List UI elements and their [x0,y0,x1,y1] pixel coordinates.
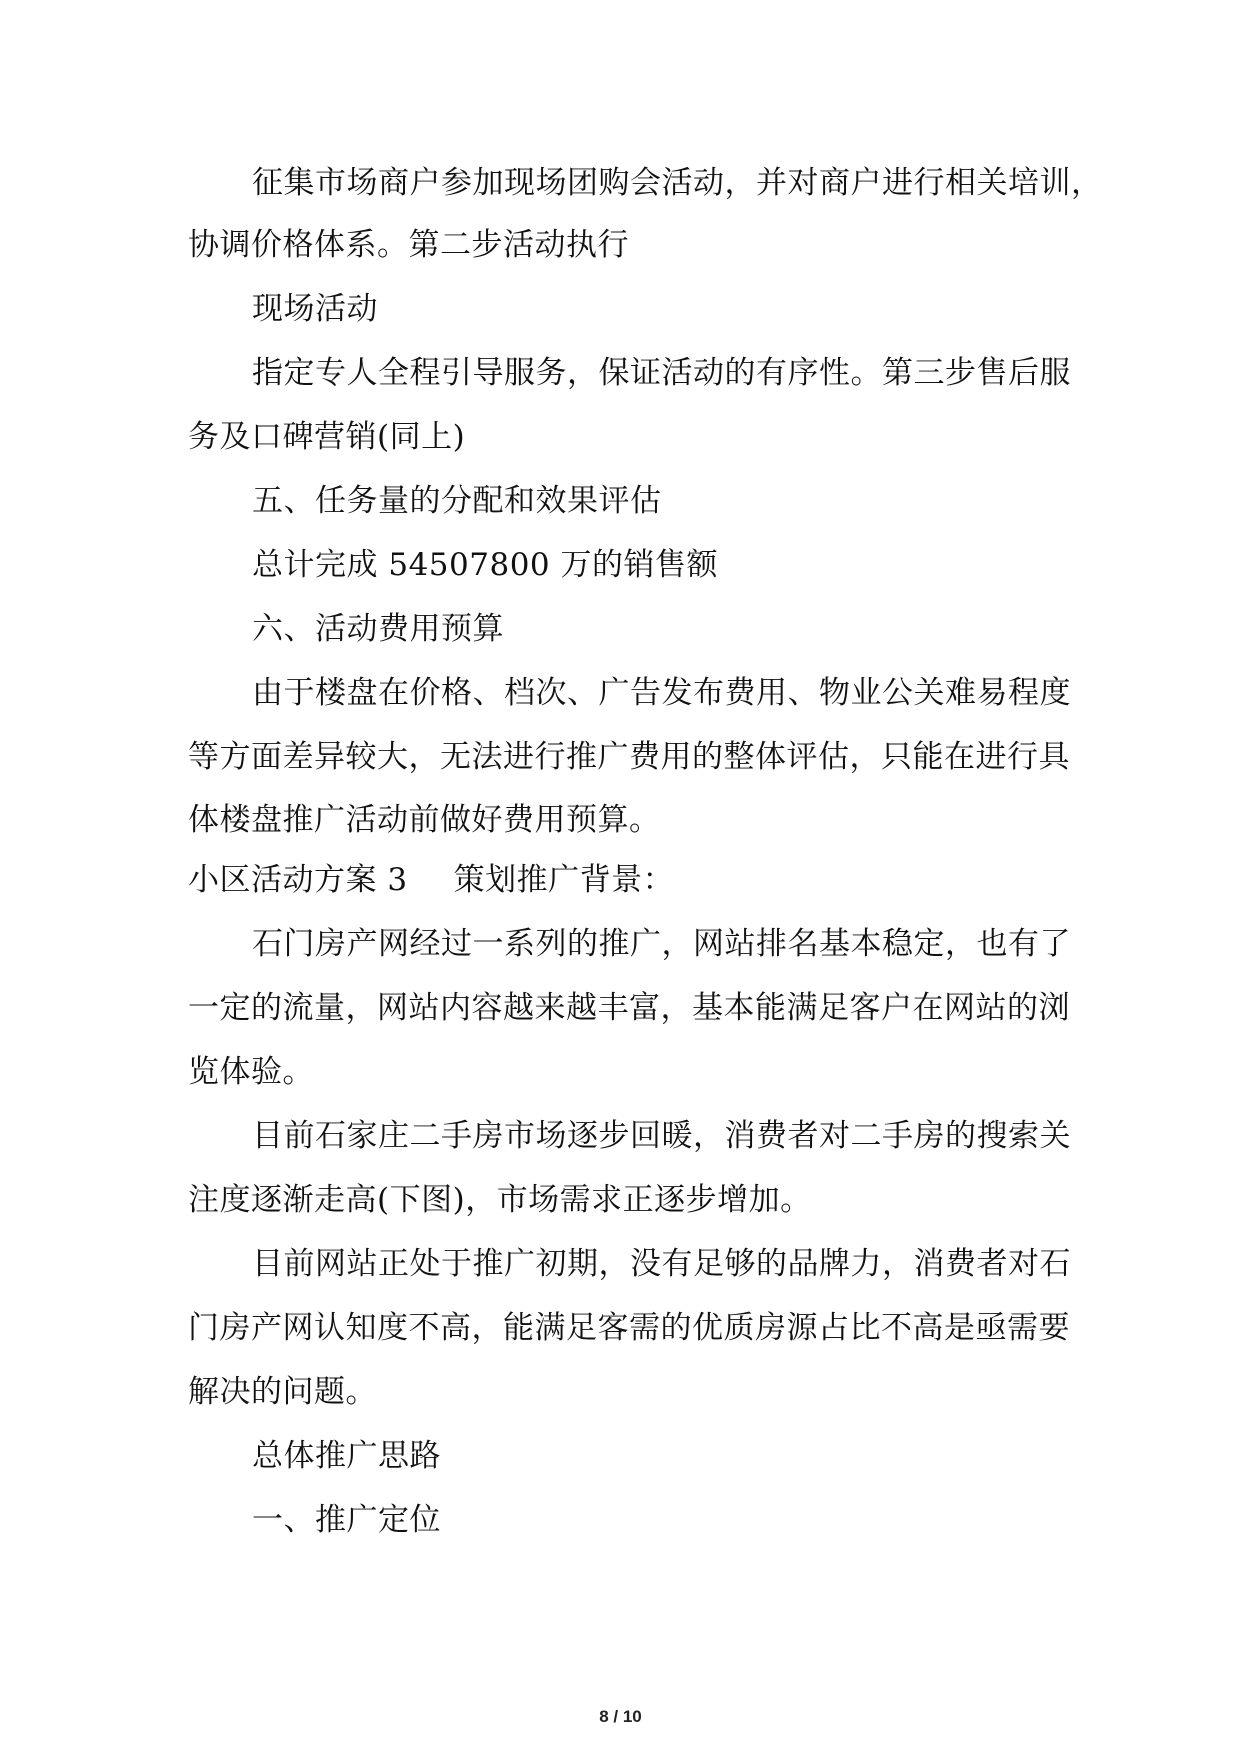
paragraph-line: 现场活动 [252,291,378,327]
paragraph-line: 务及口碑营销(同上) [188,419,466,455]
paragraph-line: 指定专人全程引导服务，保证活动的有序性。第三步售后服 [252,355,1071,391]
paragraph-line: 目前网站正处于推广初期，没有足够的品牌力，消费者对石 [252,1246,1071,1282]
paragraph-line: 由于楼盘在价格、档次、广告发布费用、物业公关难易程度 [252,675,1071,711]
section-heading: 五、任务量的分配和效果评估 [252,483,662,519]
paragraph-line: 解决的问题。 [188,1374,377,1410]
section-title: 小区活动方案 3 [188,862,408,898]
paragraph-line: 注度逐渐走高(下图)，市场需求正逐步增加。 [188,1182,812,1218]
paragraph-line: 一定的流量，网站内容越来越丰富，基本能满足客户在网站的浏 [188,990,1070,1026]
paragraph-line: 目前石家庄二手房市场逐步回暖，消费者对二手房的搜索关 [252,1118,1071,1154]
paragraph-line: 体楼盘推广活动前做好费用预算。 [188,802,661,838]
section-heading: 一、推广定位 [252,1502,441,1538]
section-subtitle: 策划推广背景： [453,862,675,898]
paragraph-line: 协调价格体系。第二步活动执行 [188,227,629,263]
paragraph-line: 览体验。 [188,1054,314,1090]
section-heading: 总体推广思路 [252,1438,441,1474]
page-number: 8 / 10 [599,1707,642,1726]
paragraph-line: 总计完成 54507800 万的销售额 [252,547,718,583]
section-heading: 六、活动费用预算 [252,611,504,647]
paragraph-line: 征集市场商户参加现场团购会活动，并对商户进行相关培训， [252,165,1103,201]
paragraph-line: 石门房产网经过一系列的推广，网站排名基本稳定，也有了 [252,926,1071,962]
section-title-line [188,860,674,900]
paragraph-line: 门房产网认知度不高，能满足客需的优质房源占比不高是亟需要 [188,1310,1070,1346]
paragraph-line: 等方面差异较大，无法进行推广费用的整体评估，只能在进行具 [188,739,1070,775]
